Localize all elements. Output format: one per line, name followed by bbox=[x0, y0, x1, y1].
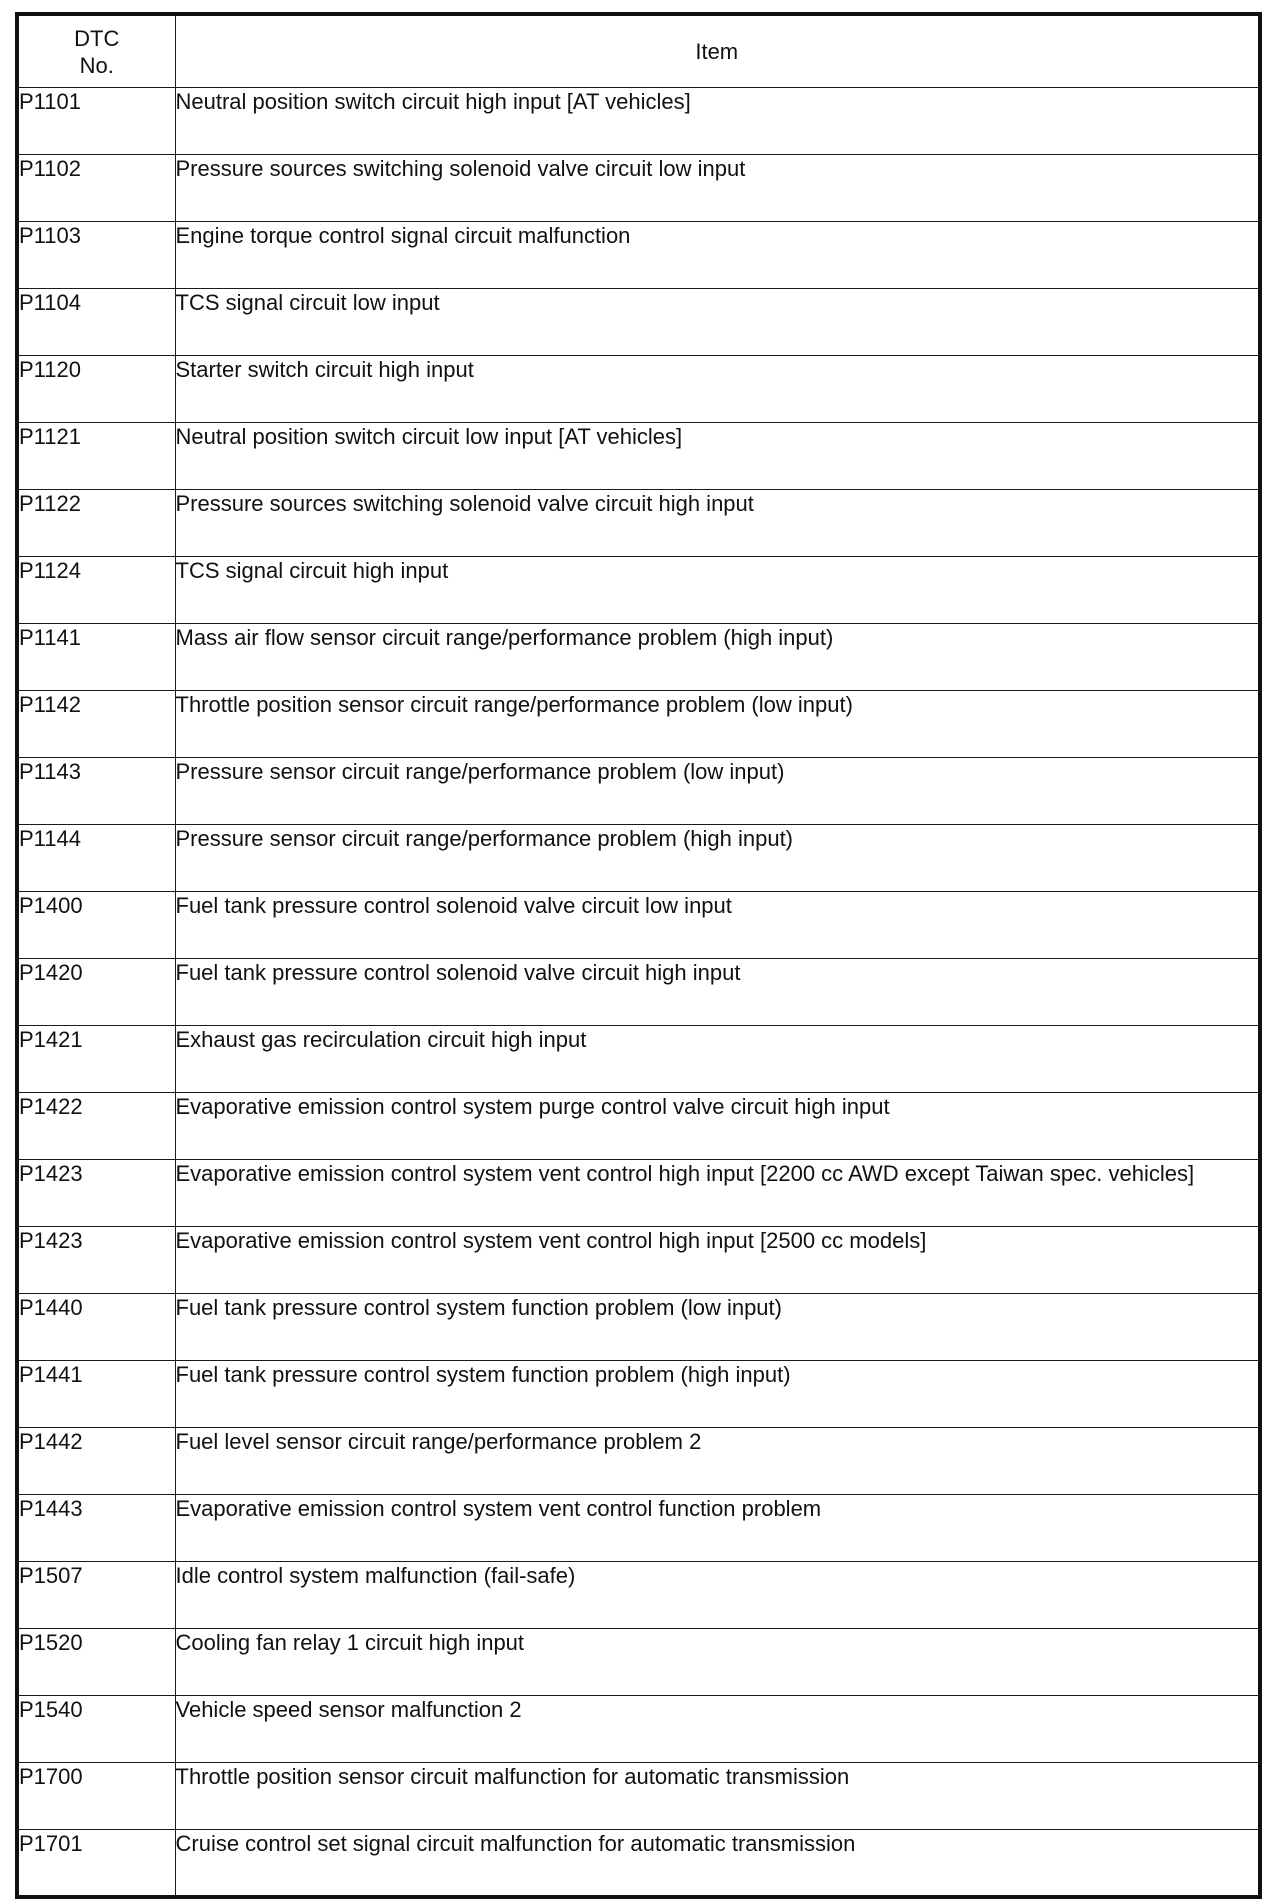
dtc-code-cell: P1400 bbox=[17, 892, 175, 959]
table-row bbox=[17, 1026, 1260, 1093]
dtc-code-cell: P1507 bbox=[17, 1562, 175, 1629]
header-row bbox=[17, 14, 1260, 88]
dtc-item-cell: Starter switch circuit high input bbox=[175, 356, 1260, 423]
table-header bbox=[17, 14, 1260, 88]
dtc-item-cell: Throttle position sensor circuit range/performance problem (low input) bbox=[175, 691, 1260, 758]
table-row bbox=[17, 1428, 1260, 1495]
table-row bbox=[17, 1294, 1260, 1361]
dtc-code-cell: P1422 bbox=[17, 1093, 175, 1160]
dtc-item-cell: Neutral position switch circuit low input [AT vehicles] bbox=[175, 423, 1260, 490]
header-dtc-no-label: DTC No. bbox=[74, 25, 120, 78]
dtc-code-cell: P1442 bbox=[17, 1428, 175, 1495]
dtc-code-cell: P1142 bbox=[17, 691, 175, 758]
dtc-item-cell: Evaporative emission control system purge control valve circuit high input bbox=[175, 1093, 1260, 1160]
dtc-code-cell: P1122 bbox=[17, 490, 175, 557]
table-row bbox=[17, 557, 1260, 624]
table-row bbox=[17, 88, 1260, 155]
header-dtc-no bbox=[17, 14, 175, 88]
table-row bbox=[17, 423, 1260, 490]
dtc-code-cell: P1443 bbox=[17, 1495, 175, 1562]
dtc-item-cell: Exhaust gas recirculation circuit high input bbox=[175, 1026, 1260, 1093]
table-row bbox=[17, 1562, 1260, 1629]
table-row bbox=[17, 758, 1260, 825]
table-row bbox=[17, 222, 1260, 289]
header-item: Item bbox=[175, 14, 1260, 88]
table-row bbox=[17, 1696, 1260, 1763]
dtc-code-cell: P1700 bbox=[17, 1763, 175, 1830]
dtc-item-cell: Vehicle speed sensor malfunction 2 bbox=[175, 1696, 1260, 1763]
dtc-item-cell: Pressure sensor circuit range/performance problem (low input) bbox=[175, 758, 1260, 825]
dtc-code-cell: P1124 bbox=[17, 557, 175, 624]
dtc-item-cell: Fuel tank pressure control solenoid valve circuit low input bbox=[175, 892, 1260, 959]
dtc-code-cell: P1420 bbox=[17, 959, 175, 1026]
dtc-item-cell: Idle control system malfunction (fail-safe) bbox=[175, 1562, 1260, 1629]
dtc-item-cell: Fuel tank pressure control system function problem (low input) bbox=[175, 1294, 1260, 1361]
table-row bbox=[17, 825, 1260, 892]
dtc-code-cell: P1423 bbox=[17, 1227, 175, 1294]
dtc-item-cell: Evaporative emission control system vent control high input [2200 cc AWD except Taiwan spec. vehicles] bbox=[175, 1160, 1260, 1227]
table-row bbox=[17, 1361, 1260, 1428]
dtc-item-cell: Evaporative emission control system vent control function problem bbox=[175, 1495, 1260, 1562]
dtc-item-cell: Evaporative emission control system vent control high input [2500 cc models] bbox=[175, 1227, 1260, 1294]
dtc-code-cell: P1121 bbox=[17, 423, 175, 490]
table-row bbox=[17, 1093, 1260, 1160]
table-row bbox=[17, 356, 1260, 423]
dtc-item-cell: Fuel tank pressure control system function problem (high input) bbox=[175, 1361, 1260, 1428]
table-row bbox=[17, 490, 1260, 557]
dtc-item-cell: Pressure sources switching solenoid valve circuit high input bbox=[175, 490, 1260, 557]
dtc-code-cell: P1141 bbox=[17, 624, 175, 691]
dtc-item-cell: Pressure sources switching solenoid valve circuit low input bbox=[175, 155, 1260, 222]
table-row bbox=[17, 1830, 1260, 1897]
dtc-code-cell: P1520 bbox=[17, 1629, 175, 1696]
table-row bbox=[17, 1227, 1260, 1294]
table-row bbox=[17, 892, 1260, 959]
table-row bbox=[17, 1495, 1260, 1562]
dtc-item-cell: Fuel tank pressure control solenoid valve circuit high input bbox=[175, 959, 1260, 1026]
dtc-code-cell: P1440 bbox=[17, 1294, 175, 1361]
dtc-code-cell: P1701 bbox=[17, 1830, 175, 1897]
dtc-item-cell: TCS signal circuit low input bbox=[175, 289, 1260, 356]
table-row bbox=[17, 691, 1260, 758]
table-body bbox=[17, 88, 1260, 1897]
table-row bbox=[17, 959, 1260, 1026]
dtc-item-cell: Pressure sensor circuit range/performance problem (high input) bbox=[175, 825, 1260, 892]
dtc-code-cell: P1441 bbox=[17, 1361, 175, 1428]
dtc-code-cell: P1120 bbox=[17, 356, 175, 423]
table-row bbox=[17, 155, 1260, 222]
dtc-code-cell: P1143 bbox=[17, 758, 175, 825]
dtc-item-cell: TCS signal circuit high input bbox=[175, 557, 1260, 624]
dtc-item-cell: Cruise control set signal circuit malfunction for automatic transmission bbox=[175, 1830, 1260, 1897]
dtc-code-cell: P1103 bbox=[17, 222, 175, 289]
table-row bbox=[17, 1160, 1260, 1227]
table-row bbox=[17, 289, 1260, 356]
dtc-code-cell: P1102 bbox=[17, 155, 175, 222]
dtc-code-cell: P1540 bbox=[17, 1696, 175, 1763]
dtc-code-cell: P1423 bbox=[17, 1160, 175, 1227]
dtc-item-cell: Engine torque control signal circuit malfunction bbox=[175, 222, 1260, 289]
dtc-table bbox=[15, 12, 1262, 1899]
dtc-code-cell: P1144 bbox=[17, 825, 175, 892]
table-row bbox=[17, 624, 1260, 691]
document-page bbox=[15, 12, 1262, 1899]
dtc-code-cell: P1101 bbox=[17, 88, 175, 155]
dtc-code-cell: P1421 bbox=[17, 1026, 175, 1093]
dtc-item-cell: Mass air flow sensor circuit range/performance problem (high input) bbox=[175, 624, 1260, 691]
dtc-code-cell: P1104 bbox=[17, 289, 175, 356]
dtc-item-cell: Neutral position switch circuit high input [AT vehicles] bbox=[175, 88, 1260, 155]
dtc-item-cell: Cooling fan relay 1 circuit high input bbox=[175, 1629, 1260, 1696]
dtc-item-cell: Fuel level sensor circuit range/performance problem 2 bbox=[175, 1428, 1260, 1495]
table-row bbox=[17, 1629, 1260, 1696]
table-row bbox=[17, 1763, 1260, 1830]
dtc-item-cell: Throttle position sensor circuit malfunction for automatic transmission bbox=[175, 1763, 1260, 1830]
